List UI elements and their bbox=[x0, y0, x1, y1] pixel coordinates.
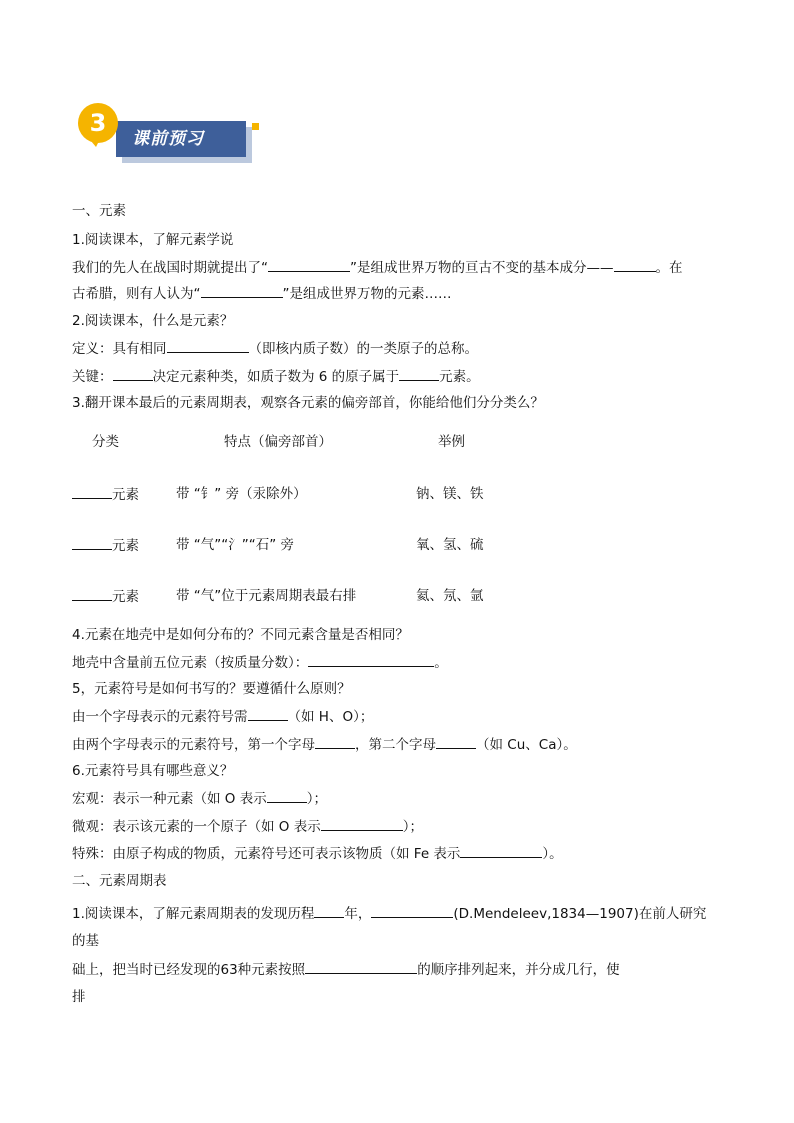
question-5-title: 5，元素符号是如何书写的？要遵循什么原则？ bbox=[72, 681, 351, 697]
text: 元素 bbox=[112, 589, 139, 605]
blank-field[interactable] bbox=[315, 735, 355, 749]
table-header-category: 分类 bbox=[92, 434, 119, 450]
blank-field[interactable] bbox=[267, 789, 307, 803]
key-line bbox=[72, 367, 480, 386]
definition-line bbox=[72, 339, 478, 358]
blank-field[interactable] bbox=[113, 367, 153, 381]
question-6-title: 6.元素符号具有哪些意义？ bbox=[72, 763, 234, 779]
question-1-line-1 bbox=[72, 258, 683, 277]
text: (D.Mendeleev,1834—1907)在前人研究 bbox=[453, 906, 707, 922]
text: 微观：表示该元素的一个原子（如 O 表示 bbox=[72, 819, 321, 835]
text: 。 bbox=[434, 655, 448, 671]
text: ”是组成世界万物的亘古不变的基本成分—— bbox=[350, 260, 614, 276]
section-banner bbox=[78, 103, 268, 161]
banner-title: 课前预习 bbox=[116, 121, 246, 157]
blank-field[interactable] bbox=[314, 904, 344, 918]
banner-number-badge: 3 bbox=[78, 103, 118, 143]
text: （如 H、O）； bbox=[287, 709, 374, 725]
corner-square-icon bbox=[252, 123, 259, 130]
periodic-history-line-3 bbox=[72, 960, 620, 979]
table-row-examples: 氦、氖、氩 bbox=[416, 588, 484, 604]
table-header-feature: 特点（偏旁部首） bbox=[224, 434, 332, 450]
section-heading-periodic-table: 二、元素周期表 bbox=[72, 873, 167, 889]
text: ）； bbox=[402, 819, 423, 835]
crust-elements-line bbox=[72, 653, 448, 672]
special-meaning-line bbox=[72, 844, 563, 863]
table-row-examples: 氧、氢、硫 bbox=[416, 537, 484, 553]
text: （如 Cu、Ca）。 bbox=[476, 737, 577, 753]
macro-meaning-line bbox=[72, 789, 327, 808]
text: （即核内质子数）的一类原子的总称。 bbox=[248, 341, 478, 357]
table-header-example: 举例 bbox=[438, 434, 465, 450]
text: 年， bbox=[344, 906, 372, 922]
micro-meaning-line bbox=[72, 817, 423, 836]
table-row-feature: 带 “气”位于元素周期表最右排 bbox=[176, 588, 357, 604]
question-1-line-2 bbox=[72, 284, 452, 303]
question-3-title: 3.翻开课本最后的元素周期表，观察各元素的偏旁部首，你能给他们分分类么？ bbox=[72, 395, 544, 411]
table-row-feature: 带 “钅” 旁（汞除外） bbox=[176, 486, 307, 502]
text: 特殊：由原子构成的物质，元素符号还可表示该物质（如 Fe 表示 bbox=[72, 846, 461, 862]
blank-field[interactable] bbox=[72, 587, 112, 601]
text: ）。 bbox=[542, 846, 563, 862]
section-heading-elements: 一、元素 bbox=[72, 203, 126, 219]
blank-field[interactable] bbox=[268, 258, 350, 272]
table-row-feature: 带 “气”“氵”“石” 旁 bbox=[176, 537, 295, 553]
text: 1.阅读课本，了解元素周期表的发现历程 bbox=[72, 906, 315, 922]
text: 由两个字母表示的元素符号，第一个字母 bbox=[72, 737, 315, 753]
question-1-title: 1.阅读课本，了解元素学说 bbox=[72, 232, 234, 248]
question-4-title: 4.元素在地壳中是如何分布的？不同元素含量是否相同？ bbox=[72, 627, 409, 643]
text: 元素。 bbox=[439, 369, 480, 385]
text: 。在 bbox=[655, 260, 683, 276]
blank-field[interactable] bbox=[436, 735, 476, 749]
table-row-category bbox=[72, 587, 139, 606]
text: 宏观：表示一种元素（如 O 表示 bbox=[72, 791, 267, 807]
text: 的顺序排列起来，并分成几行，使 bbox=[417, 962, 620, 978]
periodic-history-line-4: 排 bbox=[72, 989, 86, 1005]
text: 决定元素种类，如质子数为 6 的原子属于 bbox=[152, 369, 400, 385]
blank-field[interactable] bbox=[305, 960, 417, 974]
text: ）； bbox=[306, 791, 327, 807]
blank-field[interactable] bbox=[614, 258, 656, 272]
text: 古希腊，则有人认为“ bbox=[72, 286, 201, 302]
text: 我们的先人在战国时期就提出了“ bbox=[72, 260, 268, 276]
text: 定义：具有相同 bbox=[72, 341, 167, 357]
text: ，第二个字母 bbox=[355, 737, 436, 753]
table-row-category bbox=[72, 485, 139, 504]
blank-field[interactable] bbox=[167, 339, 249, 353]
periodic-history-line-1 bbox=[72, 904, 706, 923]
text: 元素 bbox=[112, 538, 139, 554]
blank-field[interactable] bbox=[248, 707, 288, 721]
blank-field[interactable] bbox=[201, 284, 283, 298]
text: 由一个字母表示的元素符号需 bbox=[72, 709, 248, 725]
periodic-history-line-2: 的基 bbox=[72, 933, 99, 949]
blank-field[interactable] bbox=[371, 904, 453, 918]
text: 地壳中含量前五位元素（按质量分数）： bbox=[72, 655, 309, 671]
text: 关键： bbox=[72, 369, 113, 385]
blank-field[interactable] bbox=[308, 653, 434, 667]
text: ”是组成世界万物的元素…… bbox=[282, 286, 452, 302]
blank-field[interactable] bbox=[72, 485, 112, 499]
blank-field[interactable] bbox=[399, 367, 439, 381]
blank-field[interactable] bbox=[460, 844, 542, 858]
single-letter-symbol-line bbox=[72, 707, 373, 726]
two-letter-symbol-line bbox=[72, 735, 577, 754]
question-2-title: 2.阅读课本，什么是元素？ bbox=[72, 313, 234, 329]
text: 元素 bbox=[112, 487, 139, 503]
table-row-category bbox=[72, 536, 139, 555]
table-row-examples: 钠、镁、铁 bbox=[416, 486, 484, 502]
text: 础上，把当时已经发现的63种元素按照 bbox=[72, 962, 306, 978]
blank-field[interactable] bbox=[321, 817, 403, 831]
blank-field[interactable] bbox=[72, 536, 112, 550]
